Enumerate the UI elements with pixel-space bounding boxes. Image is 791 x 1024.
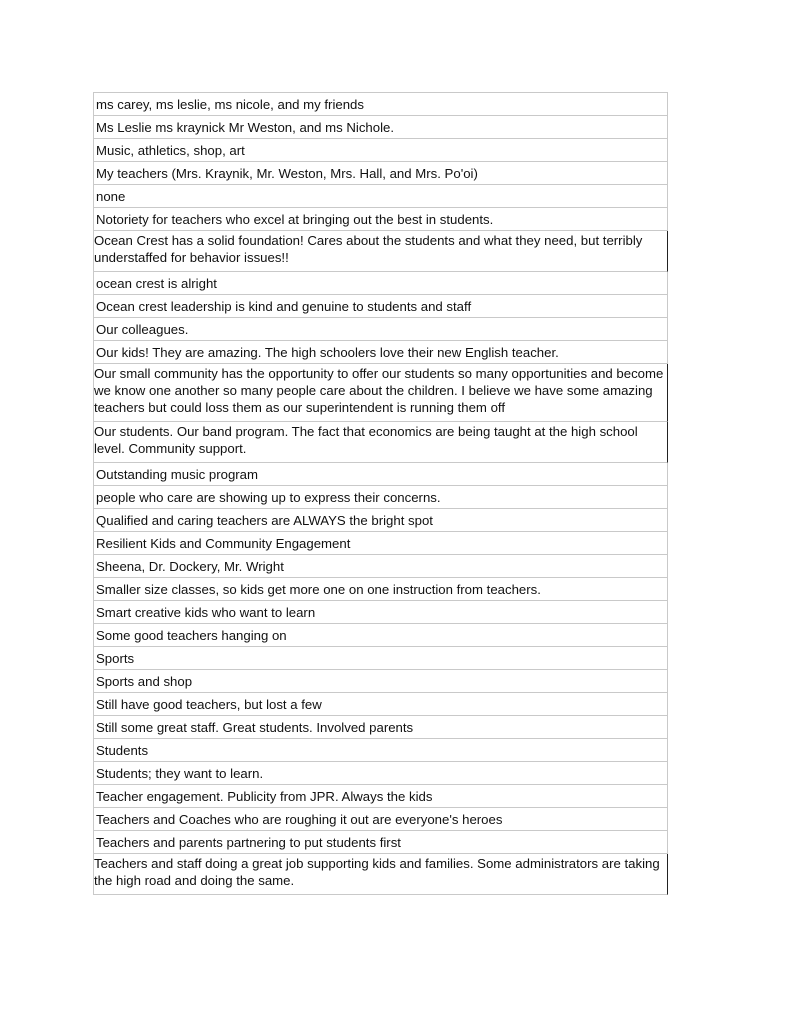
table-row: Our small community has the opportunity to offer our students so many opportunities and become we know one another so many people care about the children. I believe we have some amazing teachers but could loss them as our superintendent is running them off bbox=[94, 364, 668, 422]
table-row: none bbox=[94, 185, 667, 208]
table-row: Outstanding music program bbox=[94, 463, 667, 486]
table-row: Ms Leslie ms kraynick Mr Weston, and ms Nichole. bbox=[94, 116, 667, 139]
table-row: Students bbox=[94, 739, 667, 762]
table-row: Ocean crest leadership is kind and genuine to students and staff bbox=[94, 295, 667, 318]
table-row: people who care are showing up to express their concerns. bbox=[94, 486, 667, 509]
table-row: ms carey, ms leslie, ms nicole, and my friends bbox=[94, 93, 667, 116]
table-row: Our colleagues. bbox=[94, 318, 667, 341]
table-row: Music, athletics, shop, art bbox=[94, 139, 667, 162]
table-row: Sheena, Dr. Dockery, Mr. Wright bbox=[94, 555, 667, 578]
table-row: ocean crest is alright bbox=[94, 272, 667, 295]
table-row: Teachers and staff doing a great job supporting kids and families. Some administrators are taking the high road and doing the same. bbox=[94, 854, 668, 895]
table-row: Qualified and caring teachers are ALWAYS the bright spot bbox=[94, 509, 667, 532]
table-row: Students; they want to learn. bbox=[94, 762, 667, 785]
table-row: Sports bbox=[94, 647, 667, 670]
table-row: Resilient Kids and Community Engagement bbox=[94, 532, 667, 555]
table-row: Still have good teachers, but lost a few bbox=[94, 693, 667, 716]
table-row: Still some great staff. Great students. Involved parents bbox=[94, 716, 667, 739]
table-row: Teachers and parents partnering to put students first bbox=[94, 831, 667, 854]
table-row: Some good teachers hanging on bbox=[94, 624, 667, 647]
table-row: Teacher engagement. Publicity from JPR. Always the kids bbox=[94, 785, 667, 808]
table-row: Teachers and Coaches who are roughing it out are everyone's heroes bbox=[94, 808, 667, 831]
table-row: My teachers (Mrs. Kraynik, Mr. Weston, Mrs. Hall, and Mrs. Po'oi) bbox=[94, 162, 667, 185]
table-row: Notoriety for teachers who excel at bringing out the best in students. bbox=[94, 208, 667, 231]
table-row: Our kids! They are amazing. The high schoolers love their new English teacher. bbox=[94, 341, 667, 364]
table-row: Ocean Crest has a solid foundation! Cares about the students and what they need, but terribly understaffed for behavior issues!! bbox=[94, 231, 668, 272]
table-row: Our students. Our band program. The fact that economics are being taught at the high school level. Community support. bbox=[94, 422, 668, 463]
table-row: Smart creative kids who want to learn bbox=[94, 601, 667, 624]
table-row: Smaller size classes, so kids get more one on one instruction from teachers. bbox=[94, 578, 667, 601]
responses-table bbox=[93, 92, 668, 895]
table-row: Sports and shop bbox=[94, 670, 667, 693]
